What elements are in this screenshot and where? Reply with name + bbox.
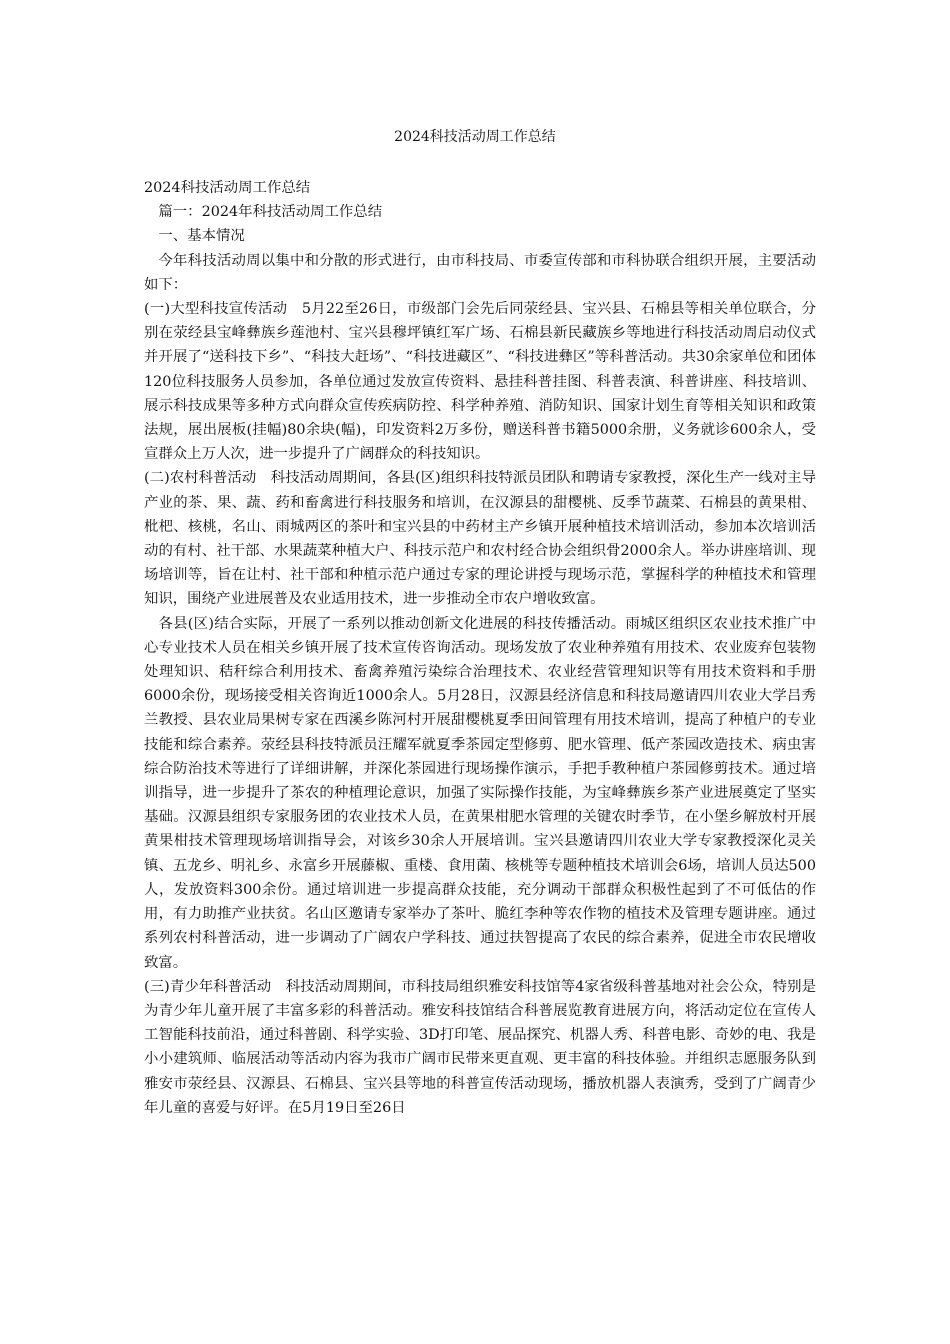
document-body — [144, 176, 816, 1120]
body-paragraph: (一)大型科技宣传活动 5月22至26日，市级部门会先后同荥经县、宝兴县、石棉县等相关单位联合，分别在荥经县宝峰彝族乡莲池村、宝兴县穆坪镇红军广场、石棉县新民藏族乡等地进行科技活动周启动仪式并开展了“送科技下乡”、“科技大赶场”、“科技进藏区”、“科技进彝区”等科普活动。共30余家单位和团体120位科技服务人员参加，各单位通过发放宣传资料、悬挂科普挂图、科普表演、科普讲座、科技培训、展示科技成果等多种方式向群众宣传疾病防控、科学种养殖、消防知识、国家计划生育等相关知识和政策法规，展出展板(挂幅)80余块(幅)，印发资料2万多份，赠送科普书籍5000余册，义务就诊600余人，受宣群众上万人次，进一步提升了广阔群众的科技知识。 — [144, 301, 816, 463]
body-paragraph: (二)农村科普活动 科技活动周期间，各县(区)组织科技特派员团队和聘请专家教授，深化生产一线对主导产业的茶、果、蔬、药和畜禽进行科技服务和培训，在汉源县的甜樱桃、反季节蔬菜、石棉县的黄果柑、枇杷、核桃，名山、雨城两区的茶叶和宝兴县的中药材主产乡镇开展种植技术培训活动，参加本次培训活动的有村、社干部、水果蔬菜种植大户、科技示范户和农村经合协会组织骨2000余人。举办讲座培训、现场培训等，旨在让村、社干部和种植示范户通过专家的理论讲授与现场示范，掌握科学的种植技术和管理知识，围绕产业进展普及农业适用技术，进一步推动全市农户增收致富。 — [144, 470, 816, 608]
body-paragraph: 2024科技活动周工作总结 — [144, 180, 311, 196]
body-paragraph: (三)青少年科普活动 科技活动周期间，市科技局组织雅安科技馆等4家省级科普基地对社会公众，特别是为青少年儿童开展了丰富多彩的科普活动。雅安科技馆结合科普展览教育进展方向，将活动定位在宣传人工智能科技前沿，通过科普剧、科学实验、3D打印笔、展品探究、机器人秀、科普电影、奇妙的电、我是小小建筑师、临展活动等活动内容为我市广阔市民带来更直观、更丰富的科技体验。并组织志愿服务队到雅安市荥经县、汉源县、石棉县、宝兴县等地的科普宣传活动现场，播放机器人表演秀，受到了广阔青少年儿童的喜爱与好评。在5月19日至26日 — [144, 978, 816, 1116]
body-paragraph: 各县(区)结合实际，开展了一系列以推动创新文化进展的科技传播活动。雨城区组织区农业技术推广中心专业技术人员在相关乡镇开展了技术宣传咨询活动。现场发放了农业种养殖有用技术、农业废弃包装物处理知识、秸秆综合利用技术、畜禽养殖污染综合治理技术、农业经营管理知识等有用技术资料和手册6000余份，现场接受相关咨询近1000余人。5月28日，汉源县经济信息和科技局邀请四川农业大学吕秀兰教授、县农业局果树专家在西溪乡陈河村开展甜樱桃夏季田间管理有用技术培训，提高了种植户的专业技能和综合素养。荥经县科技特派员汪耀军就夏季茶园定型修剪、肥水管理、低产茶园改造技术、病虫害综合防治技术等进行了详细讲解，并深化茶园进行现场操作演示，手把手教种植户茶园修剪技术。通过培训指导，进一步提升了茶农的种植理论意识，加强了实际操作技能，为宝峰彝族乡茶产业进展奠定了坚实基础。汉源县组织专家服务团的农业技术人员，在黄果柑肥水管理的关键农时季节，在小堡乡解放村开展黄果柑技术管理现场培训指导会，对该乡30余人开展培训。宝兴县邀请四川农业大学专家教授深化灵关镇、五龙乡、明礼乡、永富乡开展藤椒、重楼、食用菌、核桃等专题种植技术培训会6场，培训人员达500人，发放资料300余份。通过培训进一步提高群众技能，充分调动干部群众积极性起到了不可低估的作用，有力助推产业扶贫。名山区邀请专家举办了茶叶、脆红李种等农作物的植技术及管理专题讲座。通过系列农村科普活动，进一步调动了广阔农户学科技、通过扶智提高了农民的综合素养，促进全市农民增收致富。 — [144, 615, 816, 971]
body-paragraph: 一、基本情况 — [158, 228, 245, 245]
document-title: 2024科技活动周工作总结 — [394, 129, 556, 145]
body-paragraph: 篇一：2024年科技活动周工作总结 — [158, 204, 383, 221]
body-paragraph: 今年科技活动周以集中和分散的形式进行，由市科技局、市委宣传部和市科协联合组织开展，主要活动如下： — [144, 252, 816, 293]
